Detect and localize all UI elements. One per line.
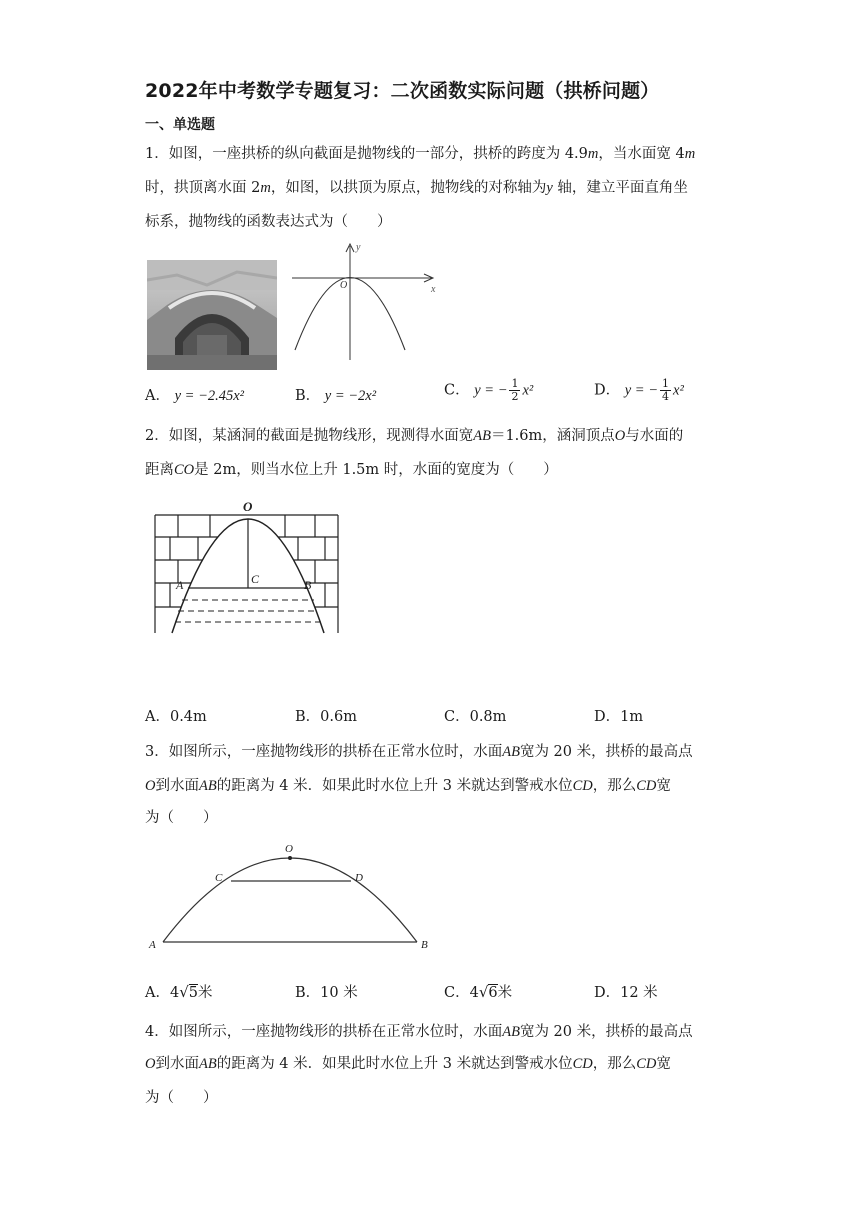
label-o: O [285, 843, 293, 855]
y-axis-label: y [356, 242, 361, 253]
bridge-photo [147, 260, 277, 370]
label-d: D [355, 872, 363, 884]
q1-option-d[interactable]: D． y = − $\frac{1}{4}$ x² [594, 377, 684, 403]
label-o: O [243, 499, 253, 514]
q1-option-b[interactable]: B． y = −2x² [295, 388, 377, 404]
label-c: C [215, 872, 223, 884]
q3-option-a[interactable]: A．4√5米 [145, 983, 213, 1001]
x-axis-label: x [431, 284, 436, 295]
q2-option-a[interactable]: A．0.4m [145, 709, 207, 725]
q1-parabola-graph [290, 240, 440, 365]
q1-line-2: 时，拱顶离水面 2m，如图，以拱顶为原点，抛物线的对称轴为y 轴，建立平面直角坐 [145, 180, 688, 196]
q4-line-1: 4．如图所示，一座抛物线形的拱桥在正常水位时，水面AB宽为 20 米，拱桥的最高点 [145, 1024, 693, 1040]
q3-line-3: 为（ ） [145, 810, 218, 826]
q2-line-2: 距离CO是 2m，则当水位上升 1.5m 时，水面的宽度为（ ） [145, 462, 558, 478]
q4-line-2: O到水面AB的距离为 4 米．如果此时水位上升 3 米就达到警戒水位CD，那么CD宽 [145, 1056, 671, 1072]
label-c: C [251, 572, 260, 586]
q2-option-d[interactable]: D．1m [594, 709, 644, 725]
q2-option-b[interactable]: B．0.6m [295, 709, 357, 725]
sqrt-sign: √ [478, 983, 489, 1001]
sqrt-sign: √ [179, 983, 189, 1001]
parabola-arch [163, 858, 417, 942]
q4-line-3: 为（ ） [145, 1090, 218, 1106]
q1-line-3: 标系，抛物线的函数表达式为（ ） [145, 214, 392, 230]
point-o [288, 856, 292, 860]
q1-option-c[interactable]: C． y = − $\frac{1}{2}$ x² [444, 377, 534, 403]
q3-option-d[interactable]: D．12 米 [594, 985, 658, 1001]
q2-culvert-figure [150, 495, 345, 640]
q1-line-1: 1．如图，一座拱桥的纵向截面是抛物线的一部分，拱桥的跨度为 4.9m，当水面宽 4m [145, 146, 696, 162]
label-a: A [176, 578, 184, 592]
fraction-one-half: $\frac{1}{2}$ [511, 377, 519, 403]
section-heading: 一、单选题 [145, 117, 215, 133]
label-a: A [149, 939, 156, 951]
q3-option-c[interactable]: C．4√6米 [444, 983, 513, 1001]
page-title: 2022年中考数学专题复习：二次函数实际问题（拱桥问题） [145, 80, 660, 102]
fraction-one-quarter: $\frac{1}{4}$ [662, 377, 670, 403]
q2-option-c[interactable]: C．0.8m [444, 709, 507, 725]
q3-line-2: O到水面AB的距离为 4 米．如果此时水位上升 3 米就达到警戒水位CD，那么CD宽 [145, 778, 671, 794]
label-b: B [421, 939, 428, 951]
q3-line-1: 3．如图所示，一座抛物线形的拱桥在正常水位时，水面AB宽为 20 米，拱桥的最高点 [145, 744, 693, 760]
origin-label: O [340, 280, 348, 291]
q1-option-a[interactable]: A． y = −2.45x² [145, 388, 245, 404]
q3-option-b[interactable]: B．10 米 [295, 985, 358, 1001]
q3-arch-figure [145, 838, 440, 953]
q2-line-1: 2．如图，某涵洞的截面是抛物线形，现测得水面宽AB＝1.6m，涵洞顶点O与水面的 [145, 428, 684, 444]
label-b: B [304, 578, 312, 592]
